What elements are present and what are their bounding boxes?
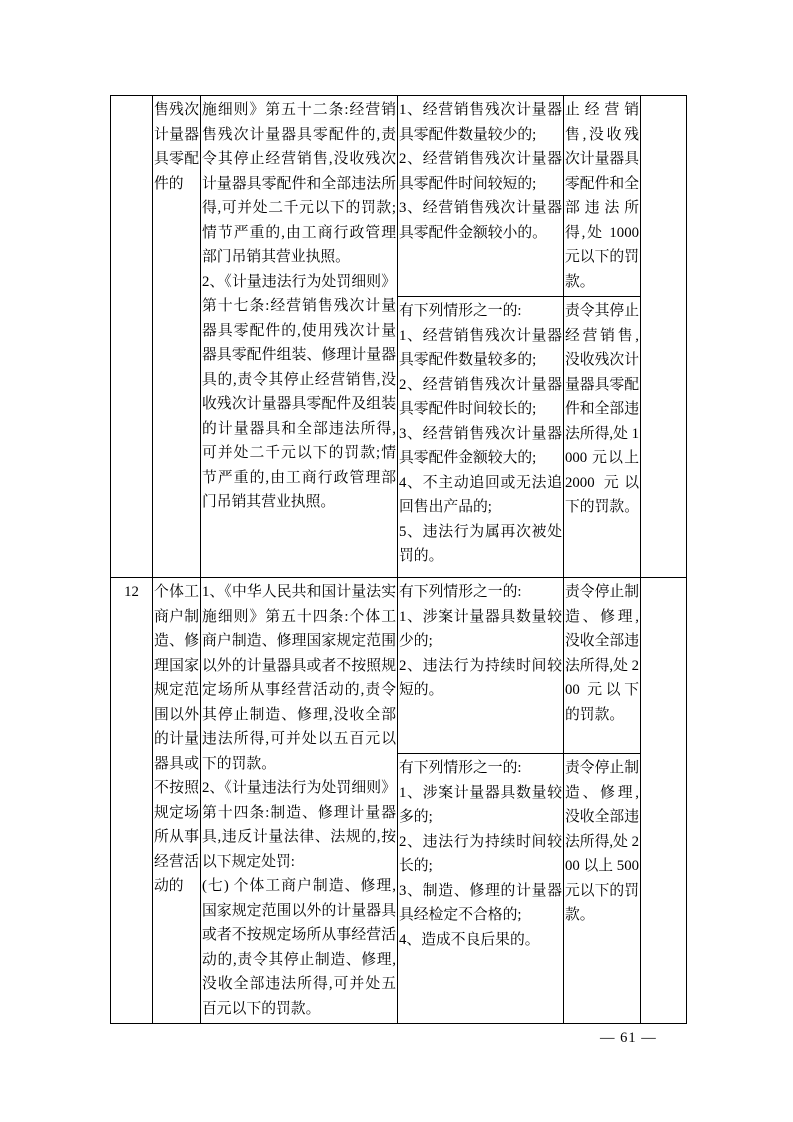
- penalty-cell: [564, 578, 641, 754]
- violation-category-cell: [153, 96, 201, 578]
- legal-paragraph: 施细则》第五十二条:经营销售残次计量器具零配件的,责令其停止经营销售,没收残次计量器具零配件和全部违法所得,可并处二千元以下的罚款;情节严重的,由工商行政管理部门吊销其营业执照。: [202, 102, 396, 265]
- legal-paragraph: 2、《计量违法行为处罚细则》第十四条:制造、修理计量器具,违反计量法律、法规的,按以下规定处罚:: [202, 780, 396, 870]
- row-number-cell: [111, 96, 153, 578]
- table-row: [111, 96, 687, 297]
- empty-cell: [641, 578, 687, 1024]
- row-number-cell: 12: [111, 578, 153, 1024]
- page-number: — 61 —: [600, 1030, 657, 1046]
- legal-paragraph: (七) 个体工商户制造、修理,国家规定范围以外的计量器具或者不按规定场所从事经营活动的,责令其停止制造、修理,没收全部违法所得,可并处五百元以下的罚款。: [202, 878, 396, 1017]
- penalty-text: 责令其停止经营销售,没收残次计量器具零配件和全部违法所得,处 1000 元以上 2000 元以下的罚款。: [565, 303, 639, 515]
- penalty-text: 责令停止制造、修理,没收全部违法所得,处 200 以上 500 元以下的罚款。: [565, 760, 639, 923]
- legal-basis-cell: [201, 96, 398, 578]
- legal-basis-cell: [201, 578, 398, 1024]
- conditions-cell: [398, 96, 564, 297]
- conditions-cell: [398, 754, 564, 1024]
- penalty-cell: [564, 96, 641, 297]
- condition-item: 1、涉案计量器具数量较少的;: [399, 608, 562, 649]
- penalty-text: 止经营销售,没收残次计量器具零配件和全部违法所得,处 1000 元以下的罚款。: [565, 102, 639, 290]
- condition-item: 2、违法行为持续时间较长的;: [399, 833, 562, 874]
- condition-item: 1、经营销售残次计量器具零配件数量较少的;: [399, 102, 562, 143]
- condition-item: 5、违法行为属再次被处罚的。: [399, 523, 562, 564]
- condition-item: 3、经营销售残次计量器具零配件金额较小的。: [399, 200, 562, 241]
- empty-cell: [641, 96, 687, 578]
- condition-item: 2、经营销售残次计量器具零配件时间较短的;: [399, 151, 562, 192]
- violation-category-cell: [153, 578, 201, 1024]
- regulation-table: [110, 95, 687, 1024]
- condition-item: 2、经营销售残次计量器具零配件时间较长的;: [399, 376, 562, 417]
- condition-item: 2、违法行为持续时间较短的。: [399, 657, 562, 698]
- category-text: 个体工商户制造、修理国家规定范围以外的计量器具或不按照规定场所从事经营活动的: [154, 584, 199, 894]
- condition-item: 3、经营销售残次计量器具零配件金额较大的;: [399, 425, 562, 466]
- table-row: [111, 578, 687, 754]
- penalty-cell: [564, 754, 641, 1024]
- condition-item: 4、不主动追回或无法追回售出产品的;: [399, 474, 562, 515]
- condition-item: 1、经营销售残次计量器具零配件数量较多的;: [399, 327, 562, 368]
- conditions-cell: [398, 297, 564, 578]
- condition-item: 3、制造、修理的计量器具经检定不合格的;: [399, 882, 562, 923]
- condition-header: 有下列情形之一的:: [399, 760, 522, 776]
- penalty-text: 责令停止制造、修理,没收全部违法所得,处 200 元以下的罚款。: [565, 584, 639, 723]
- regulation-table-container: [110, 95, 687, 1024]
- condition-header: 有下列情形之一的:: [399, 584, 522, 600]
- condition-header: 有下列情形之一的:: [399, 303, 522, 319]
- legal-paragraph: 2、《计量违法行为处罚细则》第十七条:经营销售残次计量器具零配件的,使用残次计量器具零配件组装、修理计量器具的,责令其停止经营销售,没收残次计量器具零配件及组装的计量器具和全部违法所得,可并处二千元以下的罚款;情节严重的,由工商行政管理部门吊销其营业执照。: [202, 273, 396, 510]
- condition-item: 1、涉案计量器具数量较多的;: [399, 784, 562, 825]
- category-text: 售残次计量器具零配件的: [154, 102, 199, 192]
- penalty-cell: [564, 297, 641, 578]
- condition-item: 4、造成不良后果的。: [399, 931, 540, 948]
- conditions-cell: [398, 578, 564, 754]
- legal-paragraph: 1、《中华人民共和国计量法实施细则》第五十四条:个体工商户制造、修理国家规定范围以外的计量器具或者不按照规定场所从事经营活动的,责令其停止制造、修理,没收全部违法所得,可并处以五百元以下的罚款。: [202, 584, 396, 772]
